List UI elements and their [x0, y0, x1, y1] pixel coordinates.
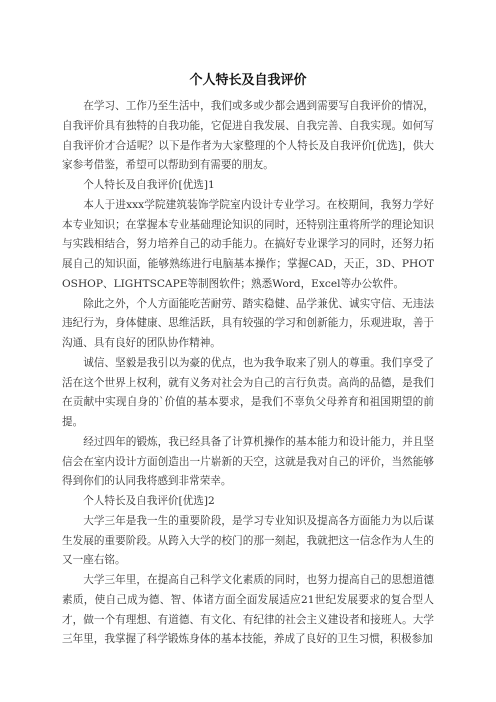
body-paragraph: 经过四年的锻炼，我已经具备了计算机操作的基本能力和设计能力，并且坚信会在室内设计方面创造出一片崭新的天空，这就是我对自己的评价，当然能够得到你们的认同我将感到非常荣幸。	[62, 435, 434, 488]
section-heading-1: 个人特长及自我评价[优选]1	[83, 179, 215, 191]
section-heading-2: 个人特长及自我评价[优选]2	[83, 495, 215, 507]
intro-paragraph: 在学习、工作乃至生活中，我们或多或少都会遇到需要写自我评价的情况，自我评价具有独特的自我功能，它促进自我发展、自我完善、自我实现。如何写自我评价才合适呢？以下是作者为大家整理的个人特长及自我评价[优选]，供大家参考借鉴，希望可以帮助到有需要的朋友。	[62, 100, 434, 172]
body-paragraph: 除此之外，个人方面能吃苦耐劳、踏实稳健、品学兼优、诚实守信、无违法违纪行为，身体健康、思维活跃，具有较强的学习和创新能力，乐观进取，善于沟通、具有良好的团队协作精神。	[62, 297, 434, 349]
body-paragraph: 本人于进xxx学院建筑装饰学院室内设计专业学习。在校期间，我努力学好本专业知识；在掌握本专业基础理论知识的同时，还特别注重将所学的理论知识与实践相结合，努力培养自己的动手能力。在搞好专业课学习的同时，还努力拓展自己的知识面，能够熟练进行电脑基本操作；掌握CAD，天正，3D、PHOTOSHOP、LIGHTSCAPE等制图软件；熟悉Word，Excel等办公软件。	[62, 198, 434, 290]
body-paragraph: 大学三年里，在提高自己科学文化素质的同时，也努力提高自己的思想道德素质，使自己成为德、智、体诸方面全面发展适应21世纪发展要求的复合型人才，做一个有理想、有道德、有文化、有纪律的社会主义建设者和接班人。大学三年里，我掌握了科学锻炼身体的基本技能，养成了良好的卫生习惯，积极参加	[62, 574, 434, 646]
document-title: 个人特长及自我评价	[189, 73, 307, 88]
body-paragraph: 大学三年是我一生的重要阶段，是学习专业知识及提高各方面能力为以后谋生发展的重要阶段。从跨入大学的校门的那一刻起，我就把这一信念作为人生的又一座右铭。	[62, 514, 434, 567]
document-body	[62, 97, 434, 650]
body-paragraph: 诚信、坚毅是我引以为豪的优点，也为我争取来了别人的尊重。我们享受了活在这个世界上权利，就有义务对社会为自己的言行负责。高尚的品德，是我们在贡献中实现自身的`价值的基本要求，是我们不辜负父母养育和祖国期望的前提。	[62, 356, 434, 428]
